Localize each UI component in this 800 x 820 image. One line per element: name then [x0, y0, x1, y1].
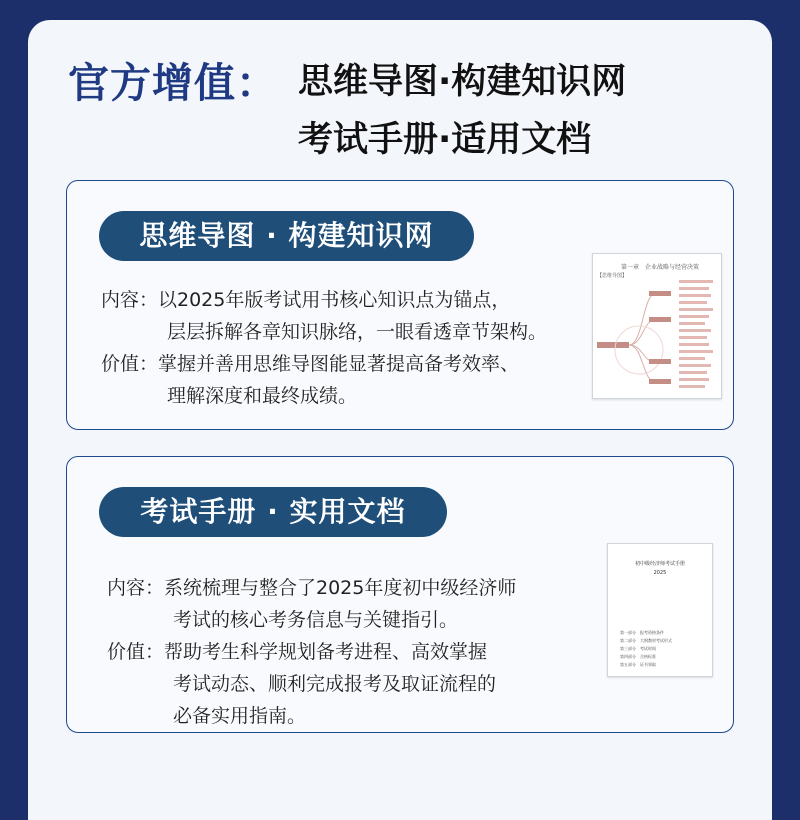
content-panel	[28, 20, 772, 820]
header-line-handbook: 考试手册·适用文档	[298, 120, 592, 160]
handbook-thumb-item: 第二部分 大纲教材考试形式	[620, 638, 672, 643]
handbook-card	[66, 456, 734, 733]
mindmap-thumb-tag: 【思维导图】	[597, 273, 628, 279]
page-title: 官方增值：	[68, 59, 278, 107]
handbook-value-line: 必备实用指南。	[173, 705, 307, 727]
handbook-thumbnail	[607, 543, 713, 677]
handbook-pill-label: 考试手册 · 实用文档	[99, 487, 447, 537]
mindmap-value-line: 理解深度和最终成绩。	[167, 385, 358, 407]
mindmap-card	[66, 180, 734, 430]
handbook-thumb-title: 初中级经济师考试手册	[634, 561, 685, 567]
mindmap-diagram	[593, 254, 721, 398]
mindmap-content-line: 层层拆解各章知识脉络，一眼看透章节架构。	[167, 321, 548, 343]
handbook-value-line: 考试动态、顺利完成报考及取证流程的	[173, 673, 497, 695]
mindmap-content-line: 内容：以2025年版考试用书核心知识点为锚点，	[101, 289, 511, 311]
handbook-thumb-item: 第四部分 合格标准	[620, 654, 656, 659]
handbook-thumb-year: 2025	[653, 570, 667, 576]
handbook-content-line: 考试的核心考务信息与关键指引。	[173, 609, 459, 631]
handbook-thumb-item: 第一部分 报考资格条件	[620, 630, 664, 635]
mindmap-thumb-title: 第一章 企业战略与经营决策	[621, 264, 700, 271]
handbook-content-line: 内容：系统梳理与整合了2025年度初中级经济师	[107, 577, 517, 599]
handbook-thumb-item: 第五部分 证书领取	[620, 662, 656, 667]
handbook-thumb-item: 第三部分 考试时间	[620, 646, 656, 651]
mindmap-thumbnail	[592, 253, 722, 399]
mindmap-value-line: 价值：掌握并善用思维导图能显著提高备考效率、	[101, 353, 520, 375]
mindmap-pill-label: 思维导图 · 构建知识网	[99, 211, 474, 261]
header-line-mindmap: 思维导图·构建知识网	[298, 62, 627, 102]
handbook-value-line: 价值：帮助考生科学规划备考进程、高效掌握	[107, 641, 488, 663]
